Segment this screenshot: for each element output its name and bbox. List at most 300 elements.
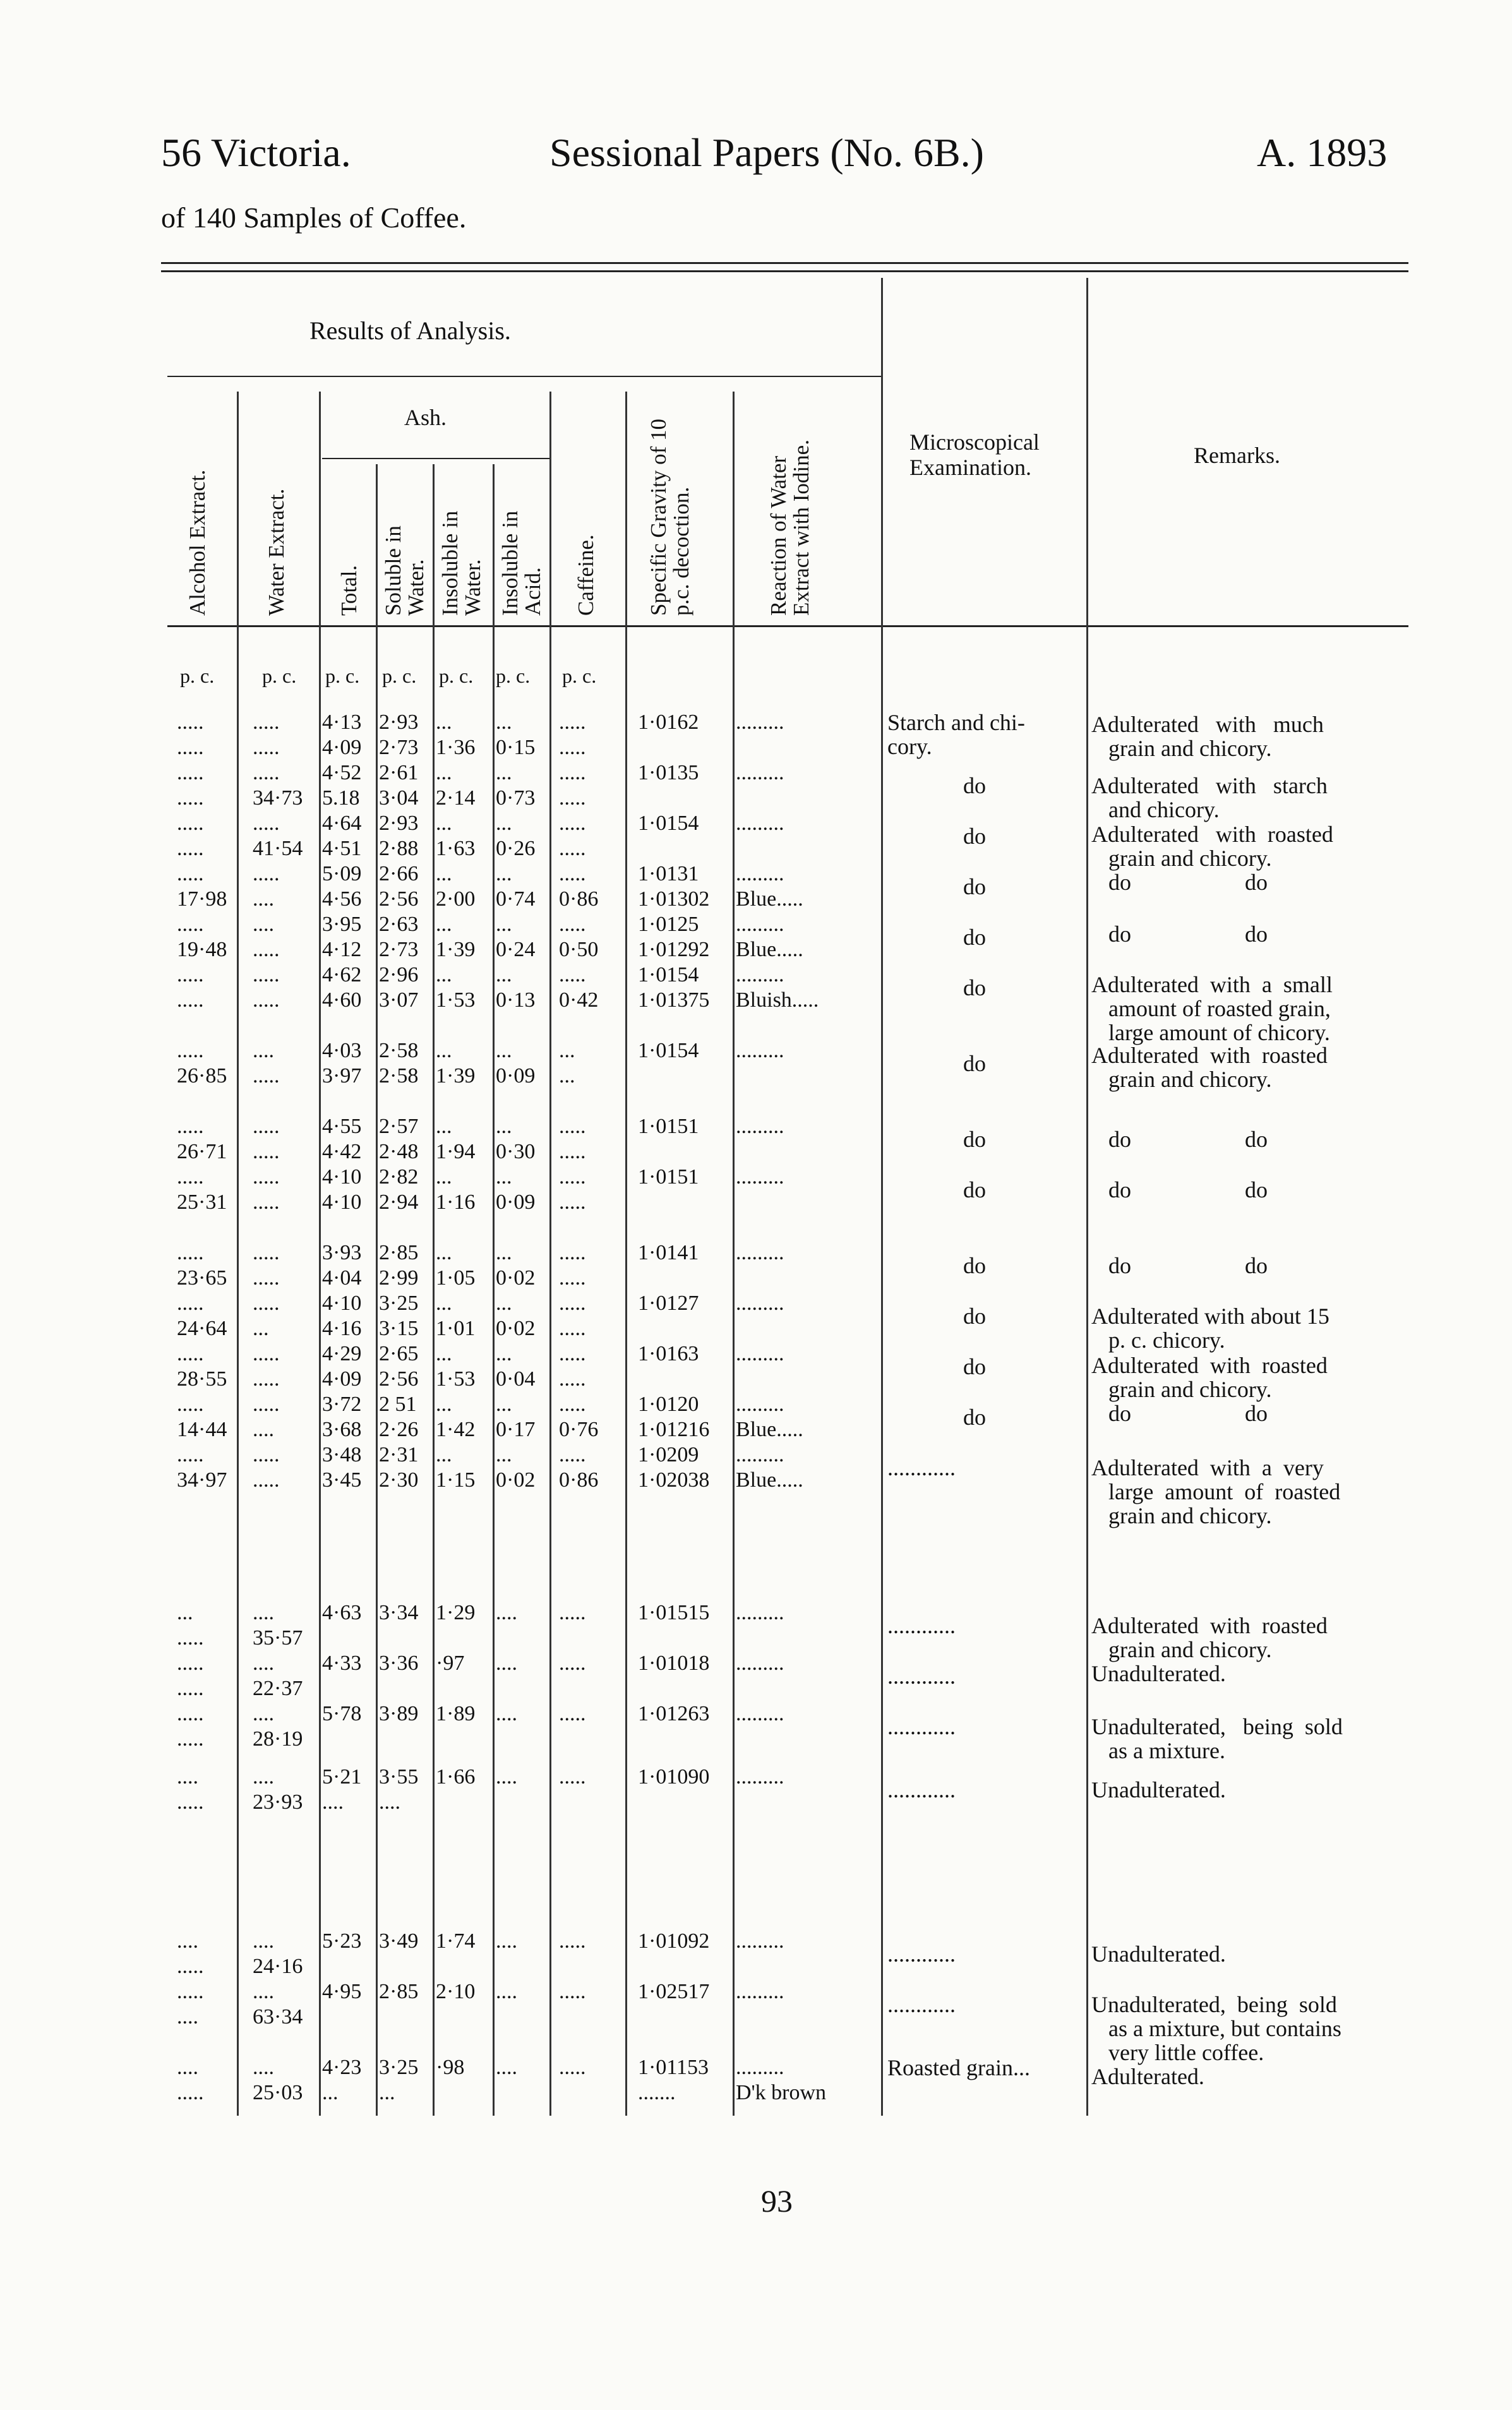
cell-soluble: 2·56 [379, 1367, 419, 1391]
cell-caffeine: ..... [559, 761, 586, 784]
cell-soluble: 2·58 [379, 1064, 419, 1088]
cell-total: 5.18 [322, 786, 360, 810]
cell-insoluble-acid: ... [496, 1165, 512, 1189]
col-microscopical: Microscopical Examination. [909, 429, 1040, 480]
cell-alcohol: 23·65 [177, 1266, 227, 1290]
cell-insoluble: 1·53 [436, 988, 476, 1012]
cell-total: 4·52 [322, 761, 362, 784]
cell-specific-gravity: 1·01018 [638, 1652, 710, 1675]
cell-alcohol: ..... [177, 1115, 204, 1138]
cell-water: ..... [253, 1266, 280, 1290]
cell-insoluble-acid: 0·02 [496, 1468, 536, 1492]
cell-alcohol: ..... [177, 1790, 204, 1814]
col-insoluble-acid: Insoluble in Acid. [498, 510, 545, 616]
col-remarks: Remarks. [1194, 443, 1280, 468]
cell-alcohol: ..... [177, 812, 204, 835]
cell-specific-gravity: 1·0127 [638, 1292, 699, 1315]
cell-reaction: ......... [736, 1115, 784, 1138]
cell-caffeine: 0·42 [559, 988, 599, 1012]
cell-remarks: very little coffee. [1091, 2040, 1264, 2065]
cell-alcohol: ..... [177, 1677, 204, 1700]
cell-specific-gravity: 1·0154 [638, 812, 699, 835]
top-rule [161, 262, 1408, 264]
cell-insoluble: 1·39 [436, 938, 476, 961]
cell-total: 4·55 [322, 1115, 362, 1138]
cell-specific-gravity: 1·0209 [638, 1443, 699, 1466]
cell-remarks: do do [1091, 1177, 1268, 1202]
cell-water: 41·54 [253, 837, 303, 860]
cell-alcohol: ... [177, 1601, 193, 1624]
col-divider [625, 392, 627, 2116]
cell-alcohol: 34·97 [177, 1468, 227, 1492]
cell-specific-gravity: 1·0151 [638, 1165, 699, 1189]
cell-soluble: 2·63 [379, 913, 419, 936]
cell-caffeine: 0·76 [559, 1418, 599, 1441]
cell-insoluble-acid: ... [496, 1393, 512, 1416]
cell-insoluble-acid: ... [496, 1115, 512, 1138]
cell-total: 3·72 [322, 1393, 362, 1416]
cell-water: .... [253, 1652, 274, 1675]
col-specific-gravity: Specific Gravity of 10 p.c. decoction. [646, 419, 693, 616]
cell-remarks: large amount of roasted [1091, 1479, 1341, 1504]
cell-total: 3·97 [322, 1064, 362, 1088]
cell-insoluble: 1·36 [436, 736, 476, 759]
cell-soluble: 2·26 [379, 1418, 419, 1441]
cell-insoluble-acid: 0·24 [496, 938, 536, 961]
cell-remarks: grain and chicory. [1091, 1637, 1272, 1662]
cell-water: ..... [253, 1140, 280, 1163]
unit-label: p. c. [262, 664, 297, 687]
cell-specific-gravity: 1·01153 [638, 2056, 709, 2079]
cell-alcohol: ..... [177, 1342, 204, 1365]
cell-insoluble: 1·74 [436, 1929, 476, 1953]
cell-soluble: 2·73 [379, 736, 419, 759]
cell-total: ... [322, 2081, 339, 2104]
cell-water: .... [253, 1765, 274, 1789]
cell-alcohol: .... [177, 2005, 198, 2029]
cell-reaction: ......... [736, 1393, 784, 1416]
cell-specific-gravity: 1·0162 [638, 710, 699, 734]
header-title: Sessional Papers (No. 6B.) [549, 130, 984, 175]
cell-remarks: Adulterated with about 15 [1091, 1304, 1329, 1329]
cell-remarks: Unadulterated. [1091, 1941, 1226, 1967]
cell-caffeine: 0·86 [559, 887, 599, 911]
cell-total: 4·23 [322, 2056, 362, 2079]
cell-caffeine: ..... [559, 862, 586, 885]
col-divider [237, 392, 239, 2116]
cell-specific-gravity: 1·01292 [638, 938, 710, 961]
cell-caffeine: ..... [559, 1601, 586, 1624]
cell-caffeine: ..... [559, 2056, 586, 2079]
cell-remarks: Unadulterated. [1091, 1777, 1226, 1802]
cell-insoluble-acid: ... [496, 1241, 512, 1264]
cell-remarks: do do [1091, 921, 1268, 947]
cell-insoluble: ... [436, 1115, 452, 1138]
cell-microscopical: do [963, 1304, 986, 1329]
cell-insoluble: ... [436, 1443, 452, 1466]
cell-soluble: 3·49 [379, 1929, 419, 1953]
cell-specific-gravity: 1·01216 [638, 1418, 710, 1441]
cell-remarks: as a mixture, but contains [1091, 2016, 1341, 2041]
cell-insoluble: ... [436, 1039, 452, 1062]
cell-alcohol: 19·48 [177, 938, 227, 961]
cell-remarks: grain and chicory. [1091, 1377, 1272, 1402]
cell-water: 25·03 [253, 2081, 303, 2104]
cell-alcohol: ..... [177, 1652, 204, 1675]
col-reaction-iodine: Reaction of Water Extract with Iodine. [766, 440, 813, 616]
cell-water: ..... [253, 1241, 280, 1264]
cell-insoluble: 1·29 [436, 1601, 476, 1624]
cell-insoluble-acid: ... [496, 1292, 512, 1315]
cell-soluble: 3·25 [379, 1292, 419, 1315]
cell-alcohol: .... [177, 2056, 198, 2079]
unit-label: p. c. [325, 664, 360, 687]
cell-insoluble: ... [436, 1342, 452, 1365]
cell-alcohol: ..... [177, 1443, 204, 1466]
col-ash: Ash. [404, 405, 447, 430]
cell-total: 4·64 [322, 812, 362, 835]
col-insoluble: Insoluble in Water. [438, 510, 485, 616]
cell-alcohol: ..... [177, 2081, 204, 2104]
cell-soluble: 3·04 [379, 786, 419, 810]
col-divider [1086, 278, 1088, 2116]
cell-alcohol: 26·71 [177, 1140, 227, 1163]
cell-insoluble: 2·14 [436, 786, 476, 810]
cell-caffeine: ..... [559, 812, 586, 835]
unit-label: p. c. [382, 664, 417, 687]
cell-insoluble-acid: ... [496, 862, 512, 885]
cell-microscopical: Starch and chi- [887, 710, 1025, 735]
cell-caffeine: ..... [559, 913, 586, 936]
cell-soluble: .... [379, 1790, 400, 1814]
cell-remarks: Adulterated with roasted [1091, 822, 1333, 847]
cell-water: .... [253, 1039, 274, 1062]
header-volume: 56 Victoria. [161, 130, 351, 175]
cell-caffeine: ..... [559, 837, 586, 860]
cell-reaction: Bluish..... [736, 988, 819, 1012]
cell-remarks: Adulterated with roasted [1091, 1353, 1328, 1378]
cell-insoluble: ... [436, 1393, 452, 1416]
cell-total: 4·51 [322, 837, 362, 860]
cell-remarks: Unadulterated, being sold [1091, 1714, 1343, 1739]
cell-reaction: ......... [736, 1652, 784, 1675]
cell-soluble: 2·73 [379, 938, 419, 961]
cell-water: ..... [253, 710, 280, 734]
cell-insoluble-acid: 0·26 [496, 837, 536, 860]
cell-specific-gravity: 1·0154 [638, 1039, 699, 1062]
cell-insoluble-acid: .... [496, 1601, 517, 1624]
cell-reaction: ......... [736, 963, 784, 986]
cell-alcohol: 26·85 [177, 1064, 227, 1088]
cell-total: .... [322, 1790, 344, 1814]
cell-alcohol: .... [177, 1929, 198, 1953]
cell-remarks: Unadulterated. [1091, 1661, 1226, 1686]
cell-remarks: as a mixture. [1091, 1738, 1225, 1763]
cell-total: 4·16 [322, 1317, 362, 1340]
cell-water: .... [253, 2056, 274, 2079]
cell-water: .... [253, 1418, 274, 1441]
cell-microscopical: ............ [887, 1664, 956, 1689]
cell-water: ..... [253, 1443, 280, 1466]
cell-insoluble: 2·10 [436, 1980, 476, 2003]
cell-alcohol: ..... [177, 1980, 204, 2003]
cell-microscopical: do [963, 1051, 986, 1076]
cell-total: 4·13 [322, 710, 362, 734]
cell-insoluble-acid: 0·73 [496, 786, 536, 810]
cell-caffeine: 0·86 [559, 1468, 599, 1492]
cell-water: ..... [253, 1292, 280, 1315]
cell-remarks: grain and chicory. [1091, 736, 1272, 761]
col-divider [493, 464, 495, 2116]
cell-alcohol: ..... [177, 1241, 204, 1264]
cell-water: ..... [253, 1115, 280, 1138]
cell-specific-gravity: 1·0120 [638, 1393, 699, 1416]
cell-water: .... [253, 1601, 274, 1624]
cell-insoluble-acid: .... [496, 1652, 517, 1675]
cell-insoluble: ... [436, 710, 452, 734]
cell-total: 5·78 [322, 1702, 362, 1725]
cell-insoluble: ... [436, 1292, 452, 1315]
cell-total: 4·04 [322, 1266, 362, 1290]
cell-total: 3·93 [322, 1241, 362, 1264]
cell-caffeine: ..... [559, 736, 586, 759]
cell-total: 4·03 [322, 1039, 362, 1062]
cell-soluble: 2 51 [379, 1393, 417, 1416]
cell-water: .... [253, 1929, 274, 1953]
cell-insoluble-acid: 0·17 [496, 1418, 536, 1441]
cell-water: ..... [253, 1190, 280, 1214]
cell-remarks: p. c. chicory. [1091, 1328, 1225, 1353]
cell-insoluble: 1·05 [436, 1266, 476, 1290]
cell-water: 24·16 [253, 1955, 303, 1978]
cell-water: ..... [253, 761, 280, 784]
cell-microscopical: do [963, 824, 986, 849]
cell-caffeine: ..... [559, 1652, 586, 1675]
cell-soluble: 2·65 [379, 1342, 419, 1365]
cell-total: 4·42 [322, 1140, 362, 1163]
cell-specific-gravity: 1·01515 [638, 1601, 710, 1624]
cell-soluble: 2·82 [379, 1165, 419, 1189]
cell-insoluble: ... [436, 1165, 452, 1189]
cell-alcohol: ..... [177, 710, 204, 734]
cell-reaction: ......... [736, 1601, 784, 1624]
cell-specific-gravity: 1·0135 [638, 761, 699, 784]
cell-soluble: 3·36 [379, 1652, 419, 1675]
col-divider [376, 464, 378, 2116]
cell-reaction: ......... [736, 1980, 784, 2003]
cell-soluble: 2·30 [379, 1468, 419, 1492]
unit-label: p. c. [562, 664, 597, 687]
cell-insoluble-acid: 0·02 [496, 1317, 536, 1340]
col-alcohol-extract: Alcohol Extract. [185, 469, 210, 616]
cell-insoluble-acid: .... [496, 1929, 517, 1953]
cell-water: 23·93 [253, 1790, 303, 1814]
cell-total: 4·29 [322, 1342, 362, 1365]
cell-microscopical: ............ [887, 1714, 956, 1739]
cell-specific-gravity: 1·0154 [638, 963, 699, 986]
col-divider [733, 392, 735, 2116]
cell-microscopical: Roasted grain... [887, 2055, 1030, 2080]
cell-microscopical: ............ [887, 1941, 956, 1967]
cell-reaction: ......... [736, 1039, 784, 1062]
cell-reaction: ......... [736, 2056, 784, 2079]
cell-water: ..... [253, 862, 280, 885]
cell-caffeine: ..... [559, 1266, 586, 1290]
cell-caffeine: 0·50 [559, 938, 599, 961]
cell-total: 4·33 [322, 1652, 362, 1675]
cell-insoluble-acid: 0·13 [496, 988, 536, 1012]
cell-soluble: 2·93 [379, 812, 419, 835]
cell-alcohol: ..... [177, 1165, 204, 1189]
cell-caffeine: ..... [559, 1342, 586, 1365]
cell-remarks: do do [1091, 870, 1268, 895]
cell-microscopical: do [963, 925, 986, 950]
cell-total: 4·95 [322, 1980, 362, 2003]
cell-microscopical: do [963, 1354, 986, 1379]
cell-insoluble: ... [436, 1241, 452, 1264]
cell-water: 28·19 [253, 1727, 303, 1751]
cell-remarks: Adulterated with a small [1091, 972, 1333, 997]
cell-specific-gravity: 1·01092 [638, 1929, 710, 1953]
cell-specific-gravity: 1·0163 [638, 1342, 699, 1365]
cell-microscopical: do [963, 1405, 986, 1430]
cell-total: 3·95 [322, 913, 362, 936]
cell-alcohol: ..... [177, 862, 204, 885]
cell-specific-gravity: ....... [638, 2081, 676, 2104]
cell-specific-gravity: 1·0125 [638, 913, 699, 936]
cell-microscopical: ............ [887, 1777, 956, 1802]
cell-specific-gravity: 1·01375 [638, 988, 710, 1012]
cell-insoluble-acid: ... [496, 913, 512, 936]
cell-reaction: ......... [736, 761, 784, 784]
cell-caffeine: ..... [559, 1702, 586, 1725]
cell-insoluble: ... [436, 913, 452, 936]
cell-alcohol: ..... [177, 1393, 204, 1416]
cell-insoluble: 1·15 [436, 1468, 476, 1492]
col-divider [881, 278, 883, 2116]
cell-reaction: ......... [736, 1929, 784, 1953]
cell-total: 4·10 [322, 1292, 362, 1315]
cell-reaction: Blue..... [736, 1468, 803, 1492]
cell-insoluble-acid: ... [496, 1443, 512, 1466]
cell-caffeine: ..... [559, 1765, 586, 1789]
cell-remarks: Adulterated with roasted [1091, 1043, 1328, 1068]
cell-water: ..... [253, 1468, 280, 1492]
cell-caffeine: ..... [559, 1367, 586, 1391]
cell-insoluble-acid: 0·09 [496, 1064, 536, 1088]
cell-water: 34·73 [253, 786, 303, 810]
cell-water: .... [253, 913, 274, 936]
cell-insoluble-acid: .... [496, 1980, 517, 2003]
cell-caffeine: ... [559, 1064, 575, 1088]
col-divider [433, 464, 435, 2116]
cell-microscopical: do [963, 1253, 986, 1278]
cell-soluble: 3·34 [379, 1601, 419, 1624]
cell-insoluble: ·98 [436, 2056, 465, 2079]
cell-water: .... [253, 887, 274, 911]
cell-insoluble-acid: 0·74 [496, 887, 536, 911]
cell-microscopical: do [963, 874, 986, 899]
cell-caffeine: ..... [559, 1165, 586, 1189]
cell-alcohol: ..... [177, 913, 204, 936]
cell-specific-gravity: 1·01302 [638, 887, 710, 911]
cell-caffeine: ..... [559, 1929, 586, 1953]
cell-soluble: 2·85 [379, 1241, 419, 1264]
cell-soluble: 2·58 [379, 1039, 419, 1062]
cell-reaction: ......... [736, 1292, 784, 1315]
cell-alcohol: ..... [177, 1727, 204, 1751]
cell-total: 4·12 [322, 938, 362, 961]
cell-total: 4·09 [322, 1367, 362, 1391]
cell-soluble: 2·56 [379, 887, 419, 911]
cell-microscopical: do [963, 1127, 986, 1152]
cell-soluble: 3·25 [379, 2056, 419, 2079]
cell-remarks: Adulterated with starch [1091, 773, 1328, 798]
cell-water: .... [253, 1702, 274, 1725]
cell-total: 4·10 [322, 1165, 362, 1189]
cell-water: .... [253, 1980, 274, 2003]
cell-insoluble-acid: 0·30 [496, 1140, 536, 1163]
cell-reaction: ......... [736, 710, 784, 734]
cell-remarks: Unadulterated, being sold [1091, 1992, 1337, 2017]
cell-total: 5·21 [322, 1765, 362, 1789]
cell-reaction: ......... [736, 1342, 784, 1365]
unit-label: p. c. [496, 664, 531, 687]
cell-insoluble-acid: 0·15 [496, 736, 536, 759]
cell-alcohol: ..... [177, 837, 204, 860]
cell-remarks: do do [1091, 1127, 1268, 1152]
cell-microscopical: do [963, 773, 986, 798]
cell-total: 4·09 [322, 736, 362, 759]
cell-insoluble-acid: .... [496, 2056, 517, 2079]
cell-remarks: Adulterated with much [1091, 712, 1324, 737]
cell-total: 3·45 [322, 1468, 362, 1492]
cell-remarks: Adulterated with roasted [1091, 1613, 1328, 1638]
cell-alcohol: ..... [177, 963, 204, 986]
cell-total: 3·48 [322, 1443, 362, 1466]
cell-soluble: 2·96 [379, 963, 419, 986]
cell-caffeine: ... [559, 1039, 575, 1062]
cell-caffeine: ..... [559, 1980, 586, 2003]
cell-alcohol: ..... [177, 1702, 204, 1725]
results-rule [167, 376, 881, 377]
cell-water: ..... [253, 1165, 280, 1189]
cell-caffeine: ..... [559, 1317, 586, 1340]
cell-remarks: amount of roasted grain, [1091, 996, 1331, 1021]
cell-reaction: Blue..... [736, 938, 803, 961]
cell-specific-gravity: 1·0141 [638, 1241, 699, 1264]
col-divider [319, 392, 321, 2116]
cell-caffeine: ..... [559, 1190, 586, 1214]
cell-remarks: do do [1091, 1253, 1268, 1278]
cell-insoluble: 1·94 [436, 1140, 476, 1163]
cell-reaction: D'k brown [736, 2081, 827, 2104]
cell-remarks: and chicory. [1091, 797, 1220, 822]
cell-insoluble-acid: 0·09 [496, 1190, 536, 1214]
cell-insoluble-acid: ... [496, 1342, 512, 1365]
cell-specific-gravity: 1·01090 [638, 1765, 710, 1789]
cell-reaction: ......... [736, 1702, 784, 1725]
cell-alcohol: 24·64 [177, 1317, 227, 1340]
cell-insoluble: ... [436, 761, 452, 784]
cell-alcohol: 17·98 [177, 887, 227, 911]
cell-insoluble: 1·89 [436, 1702, 476, 1725]
cell-insoluble: 1·63 [436, 837, 476, 860]
cell-reaction: ......... [736, 1443, 784, 1466]
cell-remarks: grain and chicory. [1091, 1067, 1272, 1092]
cell-insoluble-acid: ... [496, 963, 512, 986]
cell-insoluble: 2·00 [436, 887, 476, 911]
